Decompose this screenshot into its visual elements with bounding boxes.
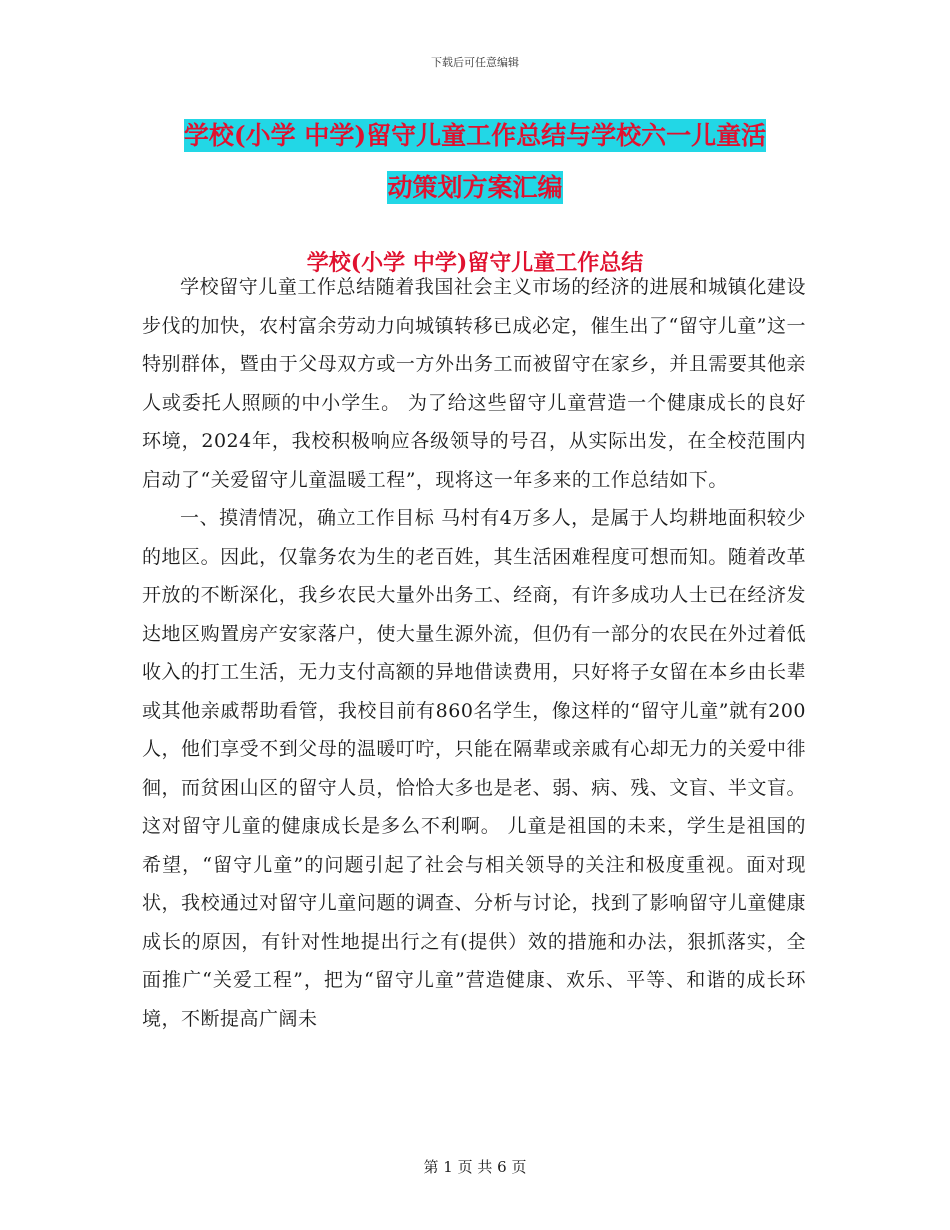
document-title-line-2: 动策划方案汇编 <box>387 173 563 202</box>
paragraph: 一、摸清情况，确立工作目标 马村有4万多人，是属于人均耕地面积较少的地区。因此，仅靠务农为生的老百姓，其生活困难程度可想而知。随着改革开放的不断深化，我乡农民大量外出务工、经商，有许多成功人士已在经济发达地区购置房产安家落户，使大量生源外流，但仍有一部分的农民在外过着低收入的打工生活，无力支付高额的异地借读费用，只好将子女留在本乡由长辈或其他亲戚帮助看管，我校目前有860名学生，像这样的“留守儿童”就有200人，他们享受不到父母的温暖叮咛，只能在隔辈或亲戚有心却无力的关爱中徘徊，而贫困山区的留守人员，恰恰大多也是老、弱、病、残、文盲、半文盲。这对留守儿童的健康成长是多么不利啊。 儿童是祖国的未来，学生是祖国的希望，“留守儿童”的问题引起了社会与相关领导的关注和极度重视。面对现状，我校通过对留守儿童问题的调查、分析与讨论，找到了影响留守儿童健康成长的原因，有针对性地提出行之有(提供）效的措施和办法，狠抓落实，全面推广“关爱工程”，把为“留守儿童”营造健康、欢乐、平等、和谐的成长环境，不断提高广阔未 <box>142 507 806 1030</box>
page-footer: 第 1 页 共 6 页 <box>423 1158 527 1176</box>
body-text <box>142 268 806 1038</box>
document-title <box>0 110 950 214</box>
document-title-line-1: 学校(小学 中学)留守儿童工作总结与学校六一儿童活 <box>183 121 767 150</box>
section-title: 学校(小学 中学)留守儿童工作总结 <box>306 250 644 276</box>
paragraph: 学校留守儿童工作总结随着我国社会主义市场的经济的进展和城镇化建设步伐的加快，农村富余劳动力向城镇转移已成必定，催生出了“留守儿童”这一特别群体，暨由于父母双方或一方外出务工而被留守在家乡，并且需要其他亲人或委托人照顾的中小学生。 为了给这些留守儿童营造一个健康成长的良好环境，2024年，我校积极响应各级领导的号召，从实际出发，在全校范围内启动了“关爱留守儿童温暖工程”，现将这一年多来的工作总结如下。 <box>142 276 806 491</box>
page-header: 下载后可任意编辑 <box>431 56 519 69</box>
